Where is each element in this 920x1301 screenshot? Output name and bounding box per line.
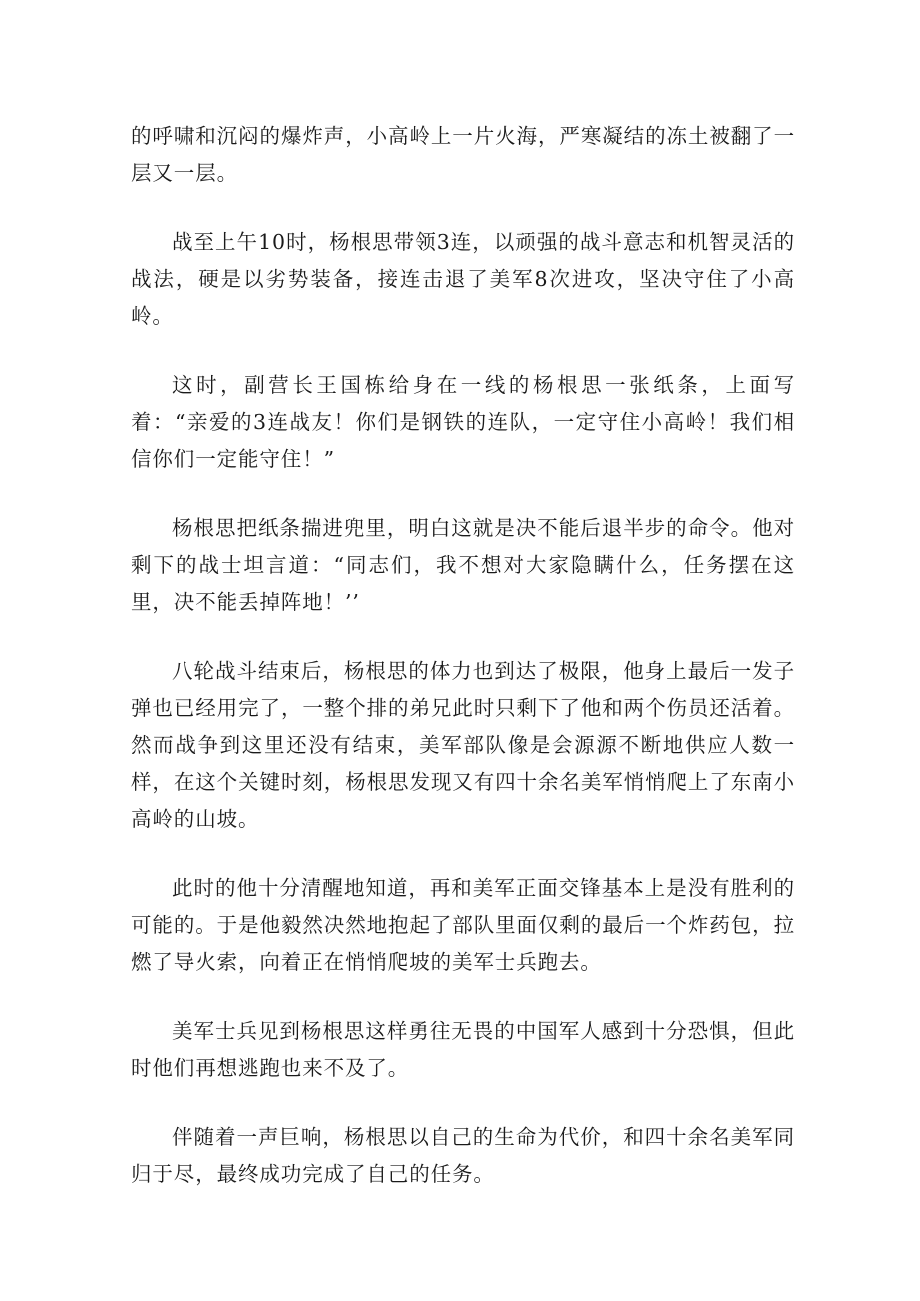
- paragraph: 伴随着一声巨响，杨根思以自己的生命为代价，和四十余名美军同归于尽，最终成功完成了自己的任务。: [131, 1125, 795, 1186]
- paragraph: 杨根思把纸条揣进兜里，明白这就是决不能后退半步的命令。他对剩下的战士坦言道：“同志们，我不想对大家隐瞒什么，任务摆在这里，决不能丢掉阵地！’’: [131, 516, 795, 614]
- paragraph: 这时，副营长王国栋给身在一线的杨根思一张纸条，上面写着：“亲爱的3连战友！你们是钢铁的连队，一定守住小高岭！我们相信你们一定能守住！”: [131, 373, 795, 471]
- paragraph: 战至上午10时，杨根思带领3连，以顽强的战斗意志和机智灵活的战法，硬是以劣势装备，接连击退了美军8次进攻，坚决守住了小高岭。: [131, 230, 795, 328]
- article-body: [131, 118, 795, 1225]
- paragraph: 此时的他十分清醒地知道，再和美军正面交锋基本上是没有胜利的可能的。于是他毅然决然地抱起了部队里面仅剩的最后一个炸药包，拉燃了导火索，向着正在悄悄爬坡的美军士兵跑去。: [131, 876, 795, 974]
- paragraph-continued: 的呼啸和沉闷的爆炸声，小高岭上一片火海，严寒凝结的冻土被翻了一层又一层。: [131, 124, 795, 185]
- paragraph: 八轮战斗结束后，杨根思的体力也到达了极限，他身上最后一发子弹也已经用完了，一整个排的弟兄此时只剩下了他和两个伤员还活着。然而战争到这里还没有结束，美军部队像是会源源不断地供应人数一样，在这个关键时刻，杨根思发现又有四十余名美军悄悄爬上了东南小高岭的山坡。: [131, 659, 795, 831]
- paragraph: 美军士兵见到杨根思这样勇往无畏的中国军人感到十分恐惧，但此时他们再想逃跑也来不及了。: [131, 1019, 795, 1080]
